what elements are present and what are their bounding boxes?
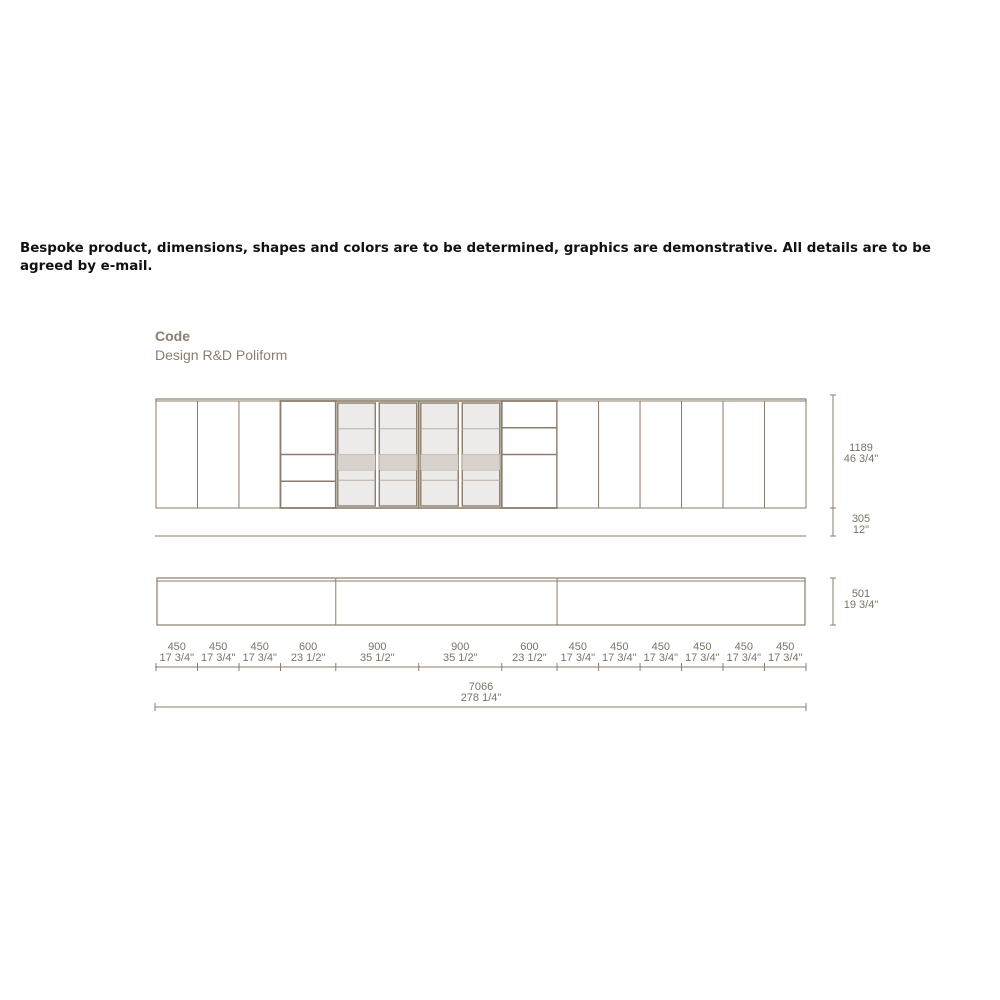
module-8-mm: 450: [568, 641, 587, 653]
module-2-inch: 17 3/4": [200, 652, 236, 664]
module-dimension-chain: [155, 641, 806, 671]
top-plan-view: [157, 578, 805, 625]
glass-shelf-band: [379, 455, 416, 470]
glass-shelf-band: [338, 455, 375, 470]
product-designer: Design R&D Poliform: [155, 347, 288, 363]
module-9-inch: 17 3/4": [602, 652, 637, 664]
module-8-inch: 17 3/4": [560, 652, 596, 664]
module-10-door: [640, 401, 681, 508]
module-12-inch: 17 3/4": [726, 652, 762, 664]
height-mm: 1189: [849, 442, 873, 454]
module-10-inch: 17 3/4": [643, 652, 679, 664]
module-5-glass: [336, 401, 419, 508]
door-panel: [723, 401, 764, 508]
door-panel: [765, 401, 806, 508]
module-4-drawers: [280, 401, 335, 508]
module-4-inch: 23 1/2": [290, 652, 326, 664]
depth-dimension: [830, 578, 878, 625]
module-2-mm: 450: [209, 641, 228, 653]
module-7-drawers: [502, 401, 557, 508]
module-5-inch: 35 1/2": [360, 652, 395, 664]
product-title: Code: [155, 328, 190, 344]
module-1-inch: 17 3/4": [159, 652, 194, 664]
module-3-inch: 17 3/4": [242, 652, 277, 664]
door-panel: [599, 401, 640, 508]
module-7-inch: 23 1/2": [512, 652, 547, 664]
height-inch: 46 3/4": [843, 453, 879, 465]
module-1-mm: 450: [167, 641, 186, 653]
module-1-door: [156, 401, 197, 508]
module-13-mm: 450: [776, 641, 795, 653]
base-mm: 305: [851, 513, 871, 525]
plan-outline: [157, 578, 805, 625]
door-panel: [640, 401, 681, 508]
module-8-door: [557, 401, 598, 508]
height-dimension: [830, 395, 878, 508]
door-panel: [682, 401, 723, 508]
base-inch: 12": [852, 524, 870, 536]
module-11-inch: 17 3/4": [685, 652, 720, 664]
module-11-door: [682, 401, 723, 508]
module-9-door: [599, 401, 640, 508]
module-12-mm: 450: [734, 641, 753, 653]
module-3-door: [239, 401, 280, 508]
depth-mm: 501: [851, 588, 871, 600]
total-width-mm: 7066: [468, 681, 494, 693]
door-panel: [197, 401, 238, 508]
module-13-inch: 17 3/4": [768, 652, 803, 664]
total-width-inch: 278 1/4": [460, 692, 502, 704]
module-10-mm: 450: [651, 641, 670, 653]
total-width-dimension: [155, 681, 806, 711]
door-panel: [239, 401, 280, 508]
module-6-glass: [419, 401, 502, 508]
door-panel: [156, 401, 197, 508]
door-panel: [557, 401, 598, 508]
disclaimer-text: Bespoke product, dimensions, shapes and colors are to be determined, graphics are demonstrative. All details are to be agreed by e-mail.: [20, 241, 931, 274]
module-3-mm: 450: [250, 641, 269, 653]
module-9-mm: 450: [610, 641, 629, 653]
depth-inch: 19 3/4": [843, 599, 879, 611]
glass-shelf-band: [421, 455, 458, 470]
module-6-mm: 900: [451, 641, 470, 653]
module-6-inch: 35 1/2": [443, 652, 478, 664]
module-11-mm: 450: [693, 641, 712, 653]
glass-shelf-band: [462, 455, 499, 470]
module-5-mm: 900: [368, 641, 387, 653]
module-4-mm: 600: [298, 641, 318, 653]
module-12-door: [723, 401, 764, 508]
module-13-door: [765, 401, 806, 508]
base-dimension: [830, 508, 870, 536]
module-7-mm: 600: [520, 641, 539, 653]
module-2-door: [197, 401, 238, 508]
front-elevation-view: [156, 399, 806, 508]
